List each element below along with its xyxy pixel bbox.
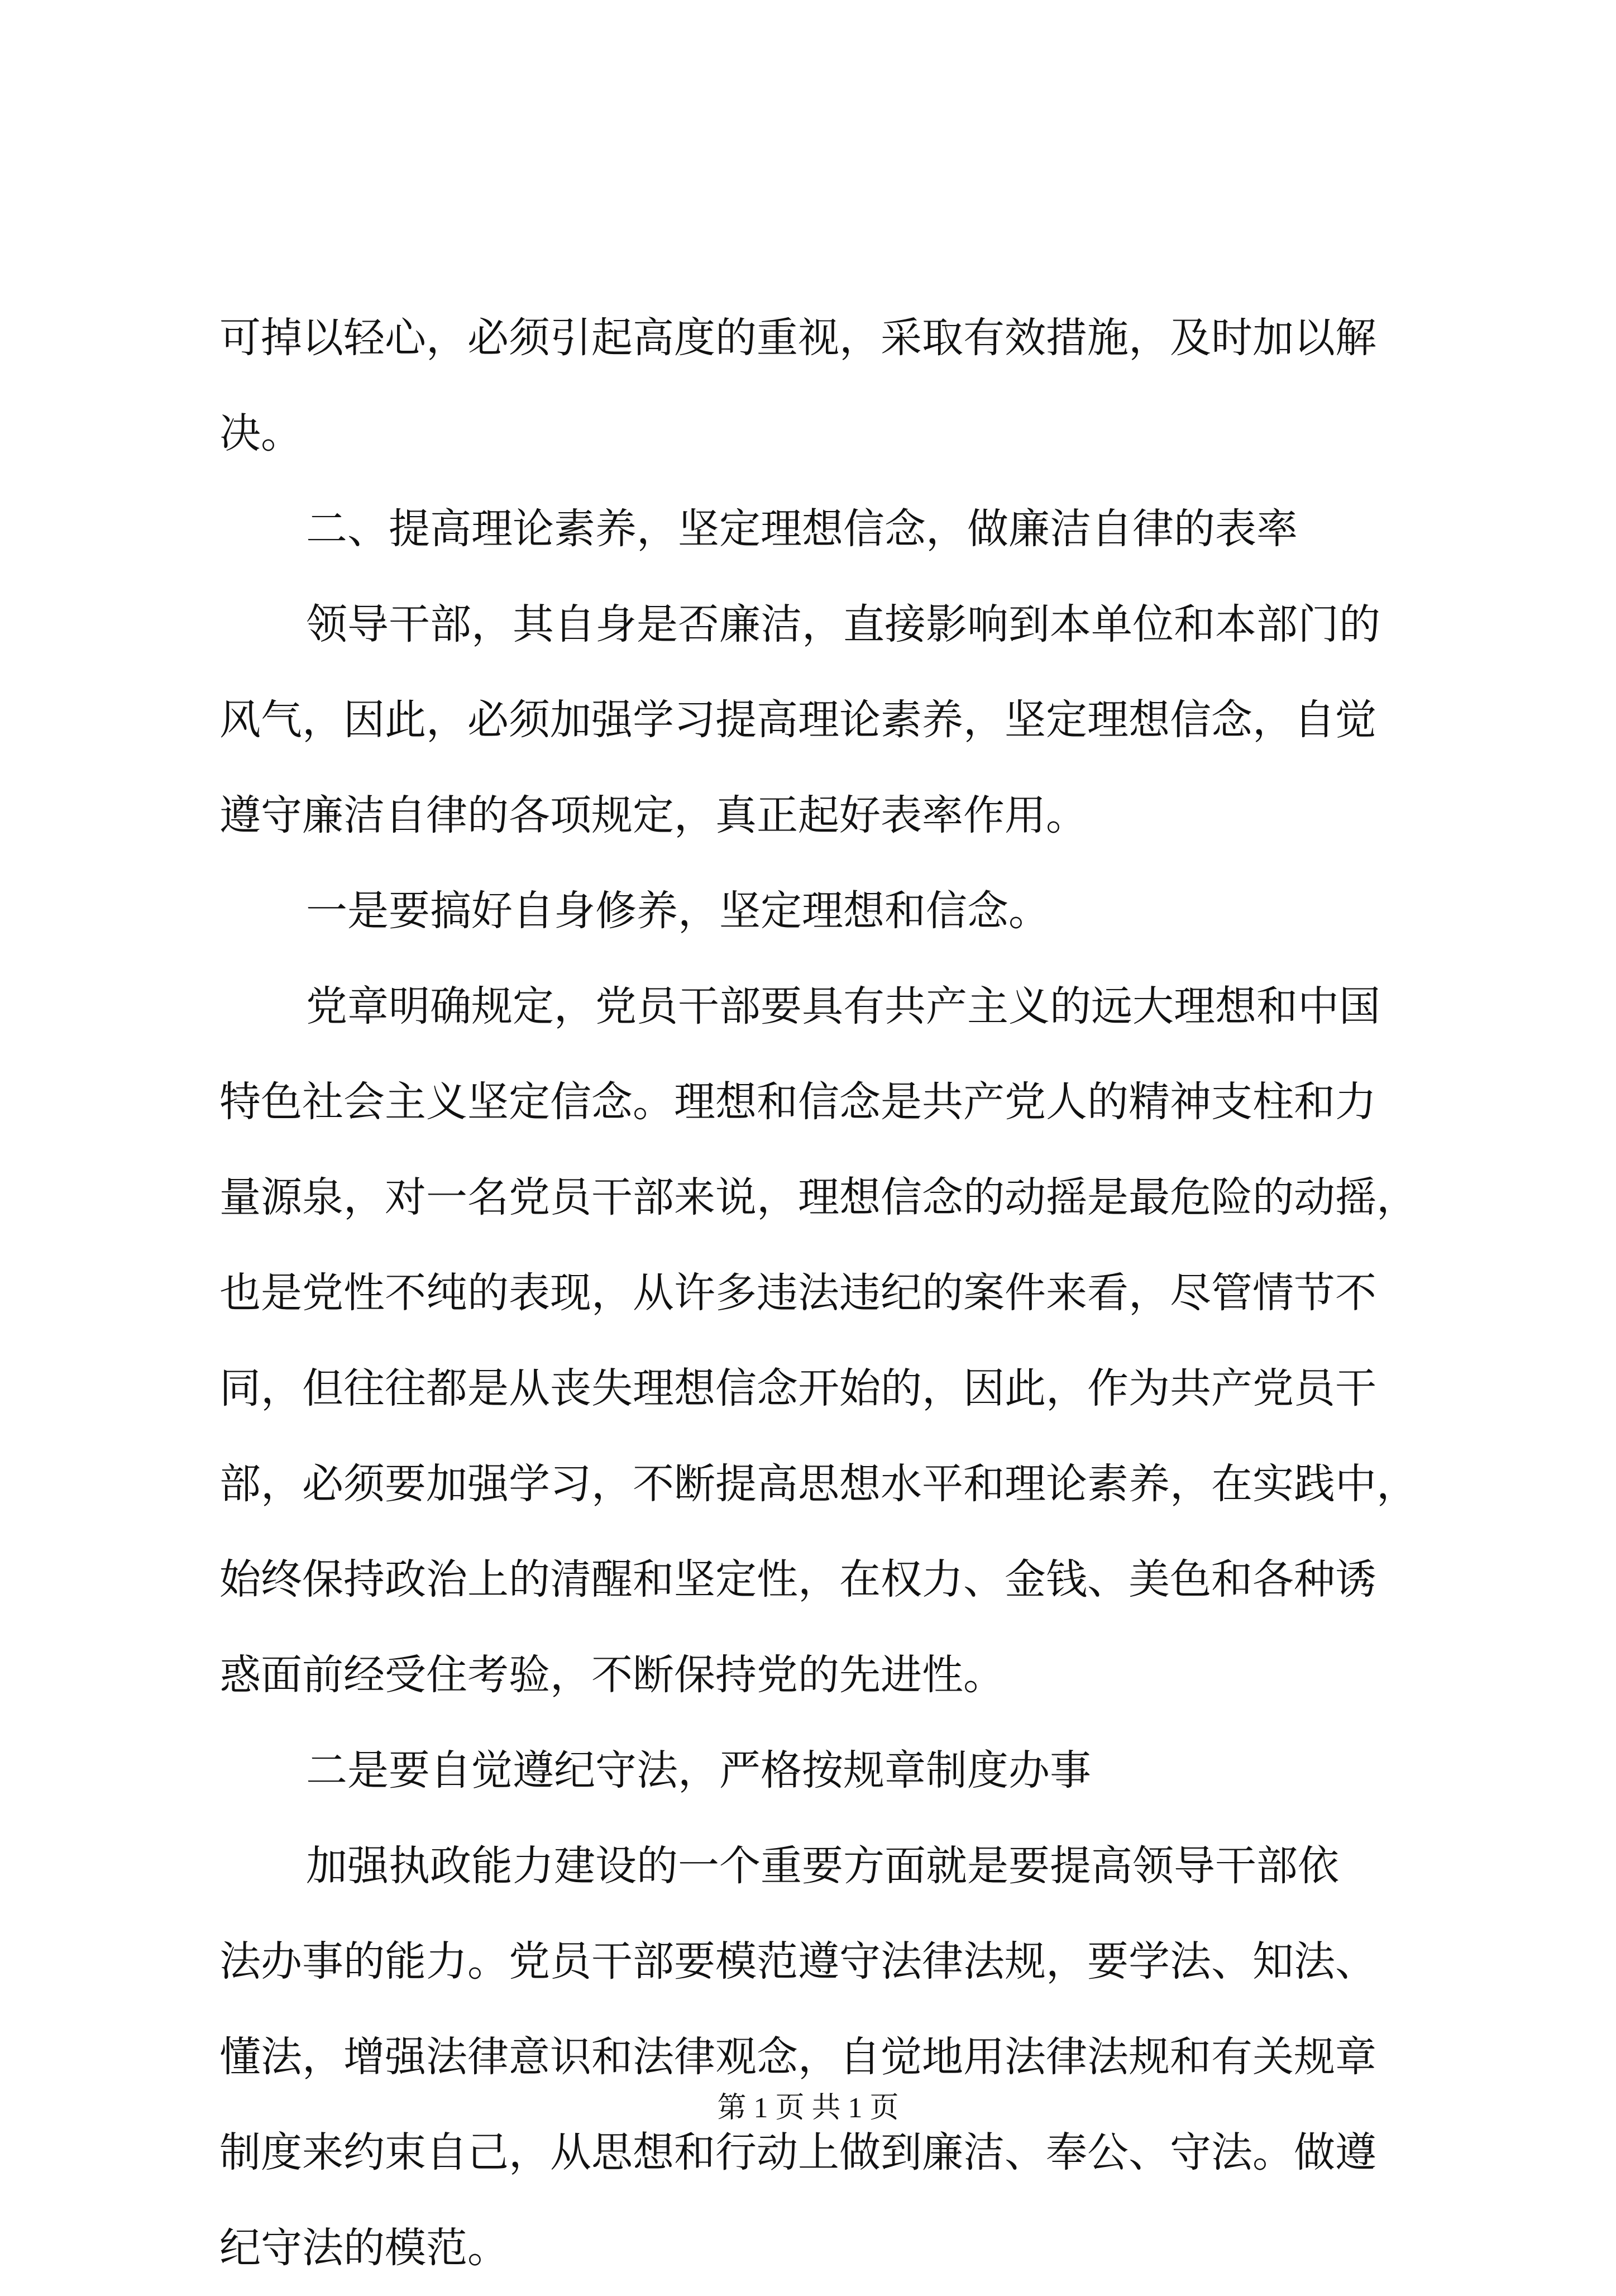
paragraph-start: 领导干部，其自身是否廉洁，直接影响到本单位和本部门的 <box>306 600 1380 648</box>
section-heading: 二、提高理论素养，坚定理想信念，做廉洁自律的表率 <box>306 505 1298 553</box>
text-line: 制度来约束自己，从思想和行动上做到廉洁、奉公、守法。做遵 <box>219 2128 1376 2176</box>
text-line: 可掉以轻心，必须引起高度的重视，采取有效措施，及时加以解 <box>219 314 1376 362</box>
page-number-label: 第 1 页 共 1 页 <box>717 2092 899 2124</box>
subsection-heading: 二是要自觉遵纪守法，严格按规章制度办事 <box>306 1746 1091 1794</box>
paragraph-start: 加强执政能力建设的一个重要方面就是要提高领导干部依 <box>306 1842 1339 1890</box>
text-line: 量源泉，对一名党员干部来说，理想信念的动摇是最危险的动摇， <box>219 1173 1418 1221</box>
text-line: 遵守廉洁自律的各项规定，真正起好表率作用。 <box>219 791 1087 839</box>
text-line: 特色社会主义坚定信念。理想和信念是共产党人的精神支柱和力 <box>219 1078 1376 1126</box>
text-line: 惑面前经受住考验，不断保持党的先进性。 <box>219 1651 1005 1699</box>
text-line: 懂法，增强法律意识和法律观念，自觉地用法律法规和有关规章 <box>219 2033 1376 2081</box>
text-line: 同，但往往都是从丧失理想信念开始的，因此，作为共产党员干 <box>219 1364 1376 1412</box>
paragraph-start: 党章明确规定，党员干部要具有共产主义的远大理想和中国 <box>306 982 1380 1030</box>
text-line: 纪守法的模范。 <box>219 2224 509 2272</box>
text-line: 风气，因此，必须加强学习提高理论素养，坚定理想信念，自觉 <box>219 696 1376 744</box>
text-line: 始终保持政治上的清醒和坚定性，在权力、金钱、美色和各种诱 <box>219 1555 1376 1603</box>
subsection-heading: 一是要搞好自身修养，坚定理想和信念。 <box>306 887 1050 935</box>
text-line: 部，必须要加强学习，不断提高思想水平和理论素养，在实践中， <box>219 1460 1418 1508</box>
text-line: 也是党性不纯的表现，从许多违法违纪的案件来看，尽管情节不 <box>219 1269 1376 1317</box>
document-body <box>219 290 1418 2296</box>
page-footer <box>0 2086 1616 2131</box>
text-line: 决。 <box>219 409 302 457</box>
text-line: 法办事的能力。党员干部要模范遵守法律法规，要学法、知法、 <box>219 1937 1376 1985</box>
